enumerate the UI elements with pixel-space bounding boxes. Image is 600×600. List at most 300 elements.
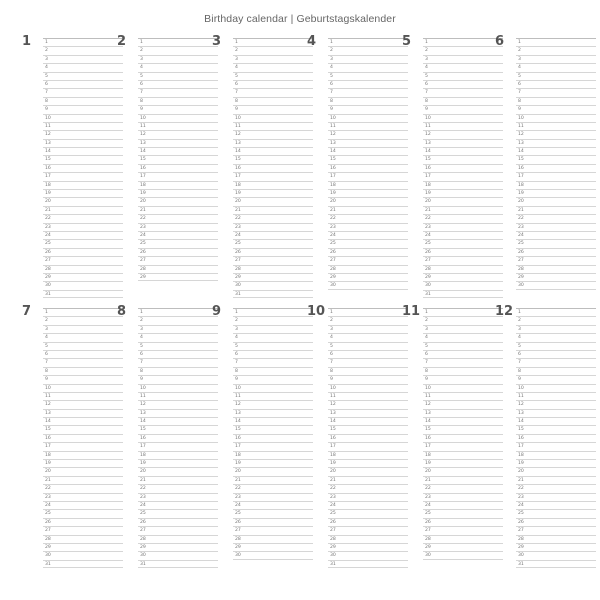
day-row[interactable] (138, 248, 218, 256)
day-row[interactable] (516, 155, 596, 163)
day-row[interactable] (138, 476, 218, 484)
day-row[interactable] (138, 425, 218, 433)
day-row[interactable] (233, 239, 313, 247)
day-row[interactable] (328, 400, 408, 408)
day-row[interactable] (328, 451, 408, 459)
day-row[interactable] (423, 493, 503, 501)
day-row[interactable] (516, 518, 596, 526)
day-row[interactable] (233, 139, 313, 147)
day-row[interactable] (233, 122, 313, 130)
day-row[interactable] (423, 147, 503, 155)
day-row[interactable] (516, 231, 596, 239)
day-row[interactable] (328, 384, 408, 392)
day-row[interactable] (328, 147, 408, 155)
day-row[interactable] (516, 417, 596, 425)
day-row[interactable] (43, 384, 123, 392)
day-row[interactable] (138, 560, 218, 568)
day-row[interactable] (423, 484, 503, 492)
day-row[interactable] (43, 248, 123, 256)
day-row[interactable] (43, 155, 123, 163)
day-row[interactable] (233, 172, 313, 180)
day-row[interactable] (423, 476, 503, 484)
day-row[interactable] (516, 281, 596, 289)
day-row[interactable] (138, 459, 218, 467)
day-row[interactable] (423, 122, 503, 130)
day-row[interactable] (233, 38, 313, 46)
day-row[interactable] (423, 400, 503, 408)
day-row[interactable] (233, 367, 313, 375)
day-row[interactable] (233, 325, 313, 333)
day-row[interactable] (328, 392, 408, 400)
day-row[interactable] (423, 451, 503, 459)
day-row[interactable] (423, 155, 503, 163)
day-row[interactable] (233, 493, 313, 501)
day-row[interactable] (138, 155, 218, 163)
day-row[interactable] (328, 122, 408, 130)
day-row[interactable] (328, 325, 408, 333)
day-row[interactable] (516, 325, 596, 333)
day-row[interactable] (43, 130, 123, 138)
day-row[interactable] (233, 316, 313, 324)
day-row[interactable] (43, 55, 123, 63)
day-row[interactable] (138, 451, 218, 459)
day-row[interactable] (423, 316, 503, 324)
day-row[interactable] (43, 484, 123, 492)
day-row[interactable] (43, 493, 123, 501)
day-row[interactable] (233, 358, 313, 366)
day-row[interactable] (328, 214, 408, 222)
day-row[interactable] (138, 130, 218, 138)
day-row[interactable] (423, 206, 503, 214)
day-row[interactable] (328, 273, 408, 281)
day-row[interactable] (138, 256, 218, 264)
day-row[interactable] (43, 325, 123, 333)
day-row[interactable] (43, 214, 123, 222)
day-row[interactable] (516, 459, 596, 467)
day-row[interactable] (423, 333, 503, 341)
day-row[interactable] (138, 223, 218, 231)
day-row[interactable] (328, 181, 408, 189)
day-row[interactable] (233, 409, 313, 417)
day-row[interactable] (328, 114, 408, 122)
day-row[interactable] (43, 189, 123, 197)
day-row[interactable] (43, 560, 123, 568)
day-row[interactable] (138, 367, 218, 375)
day-row[interactable] (516, 392, 596, 400)
day-row[interactable] (233, 189, 313, 197)
day-row[interactable] (233, 181, 313, 189)
day-row[interactable] (138, 434, 218, 442)
day-row[interactable] (516, 63, 596, 71)
day-row[interactable] (43, 400, 123, 408)
day-row[interactable] (328, 55, 408, 63)
day-row[interactable] (138, 197, 218, 205)
day-row[interactable] (43, 535, 123, 543)
day-row[interactable] (516, 409, 596, 417)
day-row[interactable] (423, 342, 503, 350)
day-row[interactable] (43, 459, 123, 467)
day-row[interactable] (233, 476, 313, 484)
day-row[interactable] (328, 375, 408, 383)
day-row[interactable] (233, 164, 313, 172)
day-row[interactable] (328, 256, 408, 264)
day-row[interactable] (423, 375, 503, 383)
day-row[interactable] (516, 509, 596, 517)
day-row[interactable] (233, 46, 313, 54)
day-row[interactable] (516, 442, 596, 450)
day-row[interactable] (328, 231, 408, 239)
day-row[interactable] (423, 223, 503, 231)
day-row[interactable] (43, 425, 123, 433)
day-row[interactable] (328, 417, 408, 425)
day-row[interactable] (516, 273, 596, 281)
day-row[interactable] (423, 55, 503, 63)
day-row[interactable] (328, 80, 408, 88)
day-row[interactable] (138, 375, 218, 383)
day-row[interactable] (233, 290, 313, 298)
day-row[interactable] (328, 342, 408, 350)
day-row[interactable] (233, 342, 313, 350)
day-row[interactable] (516, 560, 596, 568)
day-row[interactable] (516, 164, 596, 172)
day-row[interactable] (516, 122, 596, 130)
day-row[interactable] (516, 501, 596, 509)
day-row[interactable] (43, 543, 123, 551)
day-row[interactable] (516, 72, 596, 80)
day-row[interactable] (138, 88, 218, 96)
day-row[interactable] (233, 55, 313, 63)
day-row[interactable] (233, 231, 313, 239)
day-row[interactable] (423, 467, 503, 475)
day-row[interactable] (328, 316, 408, 324)
day-row[interactable] (328, 265, 408, 273)
day-row[interactable] (516, 484, 596, 492)
day-row[interactable] (423, 256, 503, 264)
day-row[interactable] (138, 535, 218, 543)
day-row[interactable] (423, 239, 503, 247)
day-row[interactable] (43, 122, 123, 130)
day-row[interactable] (138, 526, 218, 534)
day-row[interactable] (138, 543, 218, 551)
day-row[interactable] (328, 425, 408, 433)
day-row[interactable] (423, 63, 503, 71)
day-row[interactable] (233, 392, 313, 400)
day-row[interactable] (233, 130, 313, 138)
day-row[interactable] (328, 509, 408, 517)
day-row[interactable] (423, 543, 503, 551)
day-row[interactable] (328, 409, 408, 417)
day-row[interactable] (233, 400, 313, 408)
day-row[interactable] (43, 231, 123, 239)
day-row[interactable] (423, 526, 503, 534)
day-row[interactable] (516, 367, 596, 375)
day-row[interactable] (233, 248, 313, 256)
day-row[interactable] (43, 181, 123, 189)
day-row[interactable] (423, 367, 503, 375)
day-row[interactable] (233, 459, 313, 467)
day-row[interactable] (138, 181, 218, 189)
day-row[interactable] (423, 139, 503, 147)
day-row[interactable] (516, 467, 596, 475)
day-row[interactable] (138, 63, 218, 71)
day-row[interactable] (328, 130, 408, 138)
day-row[interactable] (233, 63, 313, 71)
day-row[interactable] (328, 350, 408, 358)
day-row[interactable] (233, 105, 313, 113)
day-row[interactable] (138, 350, 218, 358)
day-row[interactable] (423, 172, 503, 180)
day-row[interactable] (138, 358, 218, 366)
day-row[interactable] (328, 434, 408, 442)
day-row[interactable] (43, 206, 123, 214)
day-row[interactable] (233, 114, 313, 122)
day-row[interactable] (328, 281, 408, 289)
day-row[interactable] (138, 139, 218, 147)
day-row[interactable] (516, 214, 596, 222)
day-row[interactable] (233, 425, 313, 433)
day-row[interactable] (138, 442, 218, 450)
day-row[interactable] (423, 72, 503, 80)
day-row[interactable] (328, 88, 408, 96)
day-row[interactable] (233, 265, 313, 273)
day-row[interactable] (43, 417, 123, 425)
day-row[interactable] (233, 543, 313, 551)
day-row[interactable] (423, 88, 503, 96)
day-row[interactable] (43, 197, 123, 205)
day-row[interactable] (43, 375, 123, 383)
day-row[interactable] (516, 400, 596, 408)
day-row[interactable] (138, 80, 218, 88)
day-row[interactable] (43, 273, 123, 281)
day-row[interactable] (328, 72, 408, 80)
day-row[interactable] (328, 535, 408, 543)
day-row[interactable] (328, 526, 408, 534)
day-row[interactable] (138, 467, 218, 475)
day-row[interactable] (423, 535, 503, 543)
day-row[interactable] (138, 509, 218, 517)
day-row[interactable] (233, 509, 313, 517)
day-row[interactable] (516, 80, 596, 88)
day-row[interactable] (328, 308, 408, 316)
day-row[interactable] (328, 367, 408, 375)
day-row[interactable] (516, 206, 596, 214)
day-row[interactable] (43, 97, 123, 105)
day-row[interactable] (423, 197, 503, 205)
day-row[interactable] (516, 375, 596, 383)
day-row[interactable] (138, 239, 218, 247)
day-row[interactable] (516, 130, 596, 138)
day-row[interactable] (516, 197, 596, 205)
day-row[interactable] (138, 333, 218, 341)
day-row[interactable] (328, 484, 408, 492)
day-row[interactable] (43, 164, 123, 172)
day-row[interactable] (43, 518, 123, 526)
day-row[interactable] (43, 434, 123, 442)
day-row[interactable] (423, 105, 503, 113)
day-row[interactable] (516, 172, 596, 180)
day-row[interactable] (138, 38, 218, 46)
day-row[interactable] (43, 367, 123, 375)
day-row[interactable] (43, 88, 123, 96)
day-row[interactable] (328, 467, 408, 475)
day-row[interactable] (233, 333, 313, 341)
day-row[interactable] (138, 518, 218, 526)
day-row[interactable] (516, 476, 596, 484)
day-row[interactable] (516, 333, 596, 341)
day-row[interactable] (516, 181, 596, 189)
day-row[interactable] (516, 223, 596, 231)
day-row[interactable] (516, 350, 596, 358)
day-row[interactable] (138, 551, 218, 559)
day-row[interactable] (43, 46, 123, 54)
day-row[interactable] (516, 55, 596, 63)
day-row[interactable] (423, 114, 503, 122)
day-row[interactable] (516, 434, 596, 442)
day-row[interactable] (328, 97, 408, 105)
day-row[interactable] (43, 172, 123, 180)
day-row[interactable] (43, 358, 123, 366)
day-row[interactable] (233, 223, 313, 231)
day-row[interactable] (516, 248, 596, 256)
day-row[interactable] (423, 189, 503, 197)
day-row[interactable] (233, 535, 313, 543)
day-row[interactable] (43, 38, 123, 46)
day-row[interactable] (233, 484, 313, 492)
day-row[interactable] (233, 375, 313, 383)
day-row[interactable] (138, 417, 218, 425)
day-row[interactable] (43, 139, 123, 147)
day-row[interactable] (43, 392, 123, 400)
day-row[interactable] (43, 308, 123, 316)
day-row[interactable] (138, 308, 218, 316)
day-row[interactable] (516, 384, 596, 392)
day-row[interactable] (423, 38, 503, 46)
day-row[interactable] (138, 206, 218, 214)
day-row[interactable] (423, 181, 503, 189)
day-row[interactable] (516, 526, 596, 534)
day-row[interactable] (423, 231, 503, 239)
day-row[interactable] (328, 543, 408, 551)
day-row[interactable] (423, 164, 503, 172)
day-row[interactable] (233, 451, 313, 459)
day-row[interactable] (328, 239, 408, 247)
day-row[interactable] (233, 147, 313, 155)
day-row[interactable] (138, 122, 218, 130)
day-row[interactable] (423, 273, 503, 281)
day-row[interactable] (423, 80, 503, 88)
day-row[interactable] (233, 350, 313, 358)
day-row[interactable] (328, 476, 408, 484)
day-row[interactable] (516, 139, 596, 147)
day-row[interactable] (138, 409, 218, 417)
day-row[interactable] (328, 560, 408, 568)
day-row[interactable] (423, 130, 503, 138)
day-row[interactable] (138, 105, 218, 113)
day-row[interactable] (423, 459, 503, 467)
day-row[interactable] (138, 342, 218, 350)
day-row[interactable] (328, 551, 408, 559)
day-row[interactable] (138, 72, 218, 80)
day-row[interactable] (138, 147, 218, 155)
day-row[interactable] (233, 501, 313, 509)
day-row[interactable] (516, 97, 596, 105)
day-row[interactable] (43, 147, 123, 155)
day-row[interactable] (43, 316, 123, 324)
day-row[interactable] (43, 256, 123, 264)
day-row[interactable] (233, 197, 313, 205)
day-row[interactable] (138, 231, 218, 239)
day-row[interactable] (233, 72, 313, 80)
day-row[interactable] (423, 97, 503, 105)
day-row[interactable] (328, 139, 408, 147)
day-row[interactable] (328, 38, 408, 46)
day-row[interactable] (138, 189, 218, 197)
day-row[interactable] (138, 493, 218, 501)
day-row[interactable] (516, 551, 596, 559)
day-row[interactable] (233, 256, 313, 264)
day-row[interactable] (423, 417, 503, 425)
day-row[interactable] (516, 493, 596, 501)
day-row[interactable] (233, 97, 313, 105)
day-row[interactable] (233, 214, 313, 222)
day-row[interactable] (423, 409, 503, 417)
day-row[interactable] (43, 467, 123, 475)
day-row[interactable] (328, 172, 408, 180)
day-row[interactable] (233, 281, 313, 289)
day-row[interactable] (138, 392, 218, 400)
day-row[interactable] (423, 425, 503, 433)
day-row[interactable] (423, 434, 503, 442)
day-row[interactable] (233, 417, 313, 425)
day-row[interactable] (43, 551, 123, 559)
day-row[interactable] (423, 392, 503, 400)
day-row[interactable] (328, 493, 408, 501)
day-row[interactable] (423, 308, 503, 316)
day-row[interactable] (328, 189, 408, 197)
day-row[interactable] (328, 155, 408, 163)
day-row[interactable] (233, 155, 313, 163)
day-row[interactable] (43, 114, 123, 122)
day-row[interactable] (233, 442, 313, 450)
day-row[interactable] (328, 46, 408, 54)
day-row[interactable] (423, 248, 503, 256)
day-row[interactable] (516, 46, 596, 54)
day-row[interactable] (516, 114, 596, 122)
day-row[interactable] (43, 290, 123, 298)
day-row[interactable] (233, 80, 313, 88)
day-row[interactable] (516, 342, 596, 350)
day-row[interactable] (43, 333, 123, 341)
day-row[interactable] (138, 164, 218, 172)
day-row[interactable] (423, 501, 503, 509)
day-row[interactable] (328, 501, 408, 509)
day-row[interactable] (328, 164, 408, 172)
day-row[interactable] (423, 518, 503, 526)
day-row[interactable] (43, 451, 123, 459)
day-row[interactable] (233, 526, 313, 534)
day-row[interactable] (43, 63, 123, 71)
day-row[interactable] (423, 46, 503, 54)
day-row[interactable] (328, 197, 408, 205)
day-row[interactable] (423, 442, 503, 450)
day-row[interactable] (138, 384, 218, 392)
day-row[interactable] (233, 467, 313, 475)
day-row[interactable] (328, 223, 408, 231)
day-row[interactable] (138, 400, 218, 408)
day-row[interactable] (516, 358, 596, 366)
day-row[interactable] (516, 239, 596, 247)
day-row[interactable] (423, 214, 503, 222)
